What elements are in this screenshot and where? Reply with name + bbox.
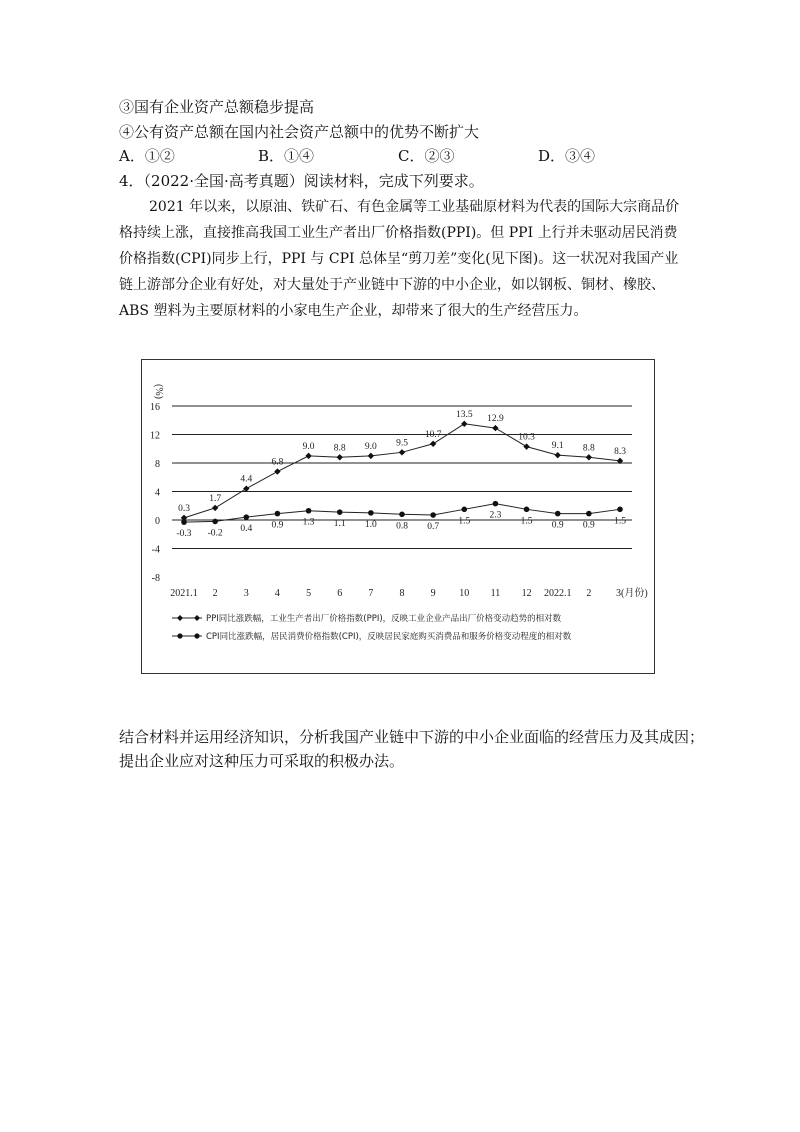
prev-item-4: ④公有资产总额在国内社会资产总额中的优势不断扩大 bbox=[119, 123, 480, 141]
ppi-point bbox=[430, 441, 436, 447]
option-b: B．①④ bbox=[258, 147, 315, 165]
ppi-point bbox=[368, 453, 374, 459]
cpi-data-label: 1.5 bbox=[458, 516, 471, 527]
cpi-point bbox=[275, 511, 281, 517]
prev-item-3: ③国有企业资产总额稳步提高 bbox=[119, 98, 315, 116]
material-line: 价格指数(CPI)同步上行，PPI 与 CPI 总体呈“剪刀差”变化(见下图)。这一状况对我国产业 bbox=[119, 251, 679, 267]
x-tick-label: 2021.1 bbox=[170, 588, 198, 599]
x-tick-label: 12 bbox=[521, 588, 532, 599]
x-tick-label: 6 bbox=[337, 588, 343, 599]
cpi-point bbox=[555, 511, 561, 517]
cpi-data-label: 0.9 bbox=[582, 520, 595, 531]
ppi-data-label: 6.8 bbox=[271, 457, 284, 468]
y-tick-label: 12 bbox=[150, 430, 160, 442]
cpi-data-label: 1.0 bbox=[364, 519, 377, 530]
cpi-point bbox=[461, 507, 467, 513]
question-4-heading: 4．（2022·全国·高考真题）阅读材料，完成下列要求。 bbox=[119, 172, 484, 190]
x-tick-label: 2 bbox=[586, 588, 592, 599]
cpi-data-label: 2.3 bbox=[489, 510, 502, 521]
ppi-cpi-chart bbox=[141, 359, 655, 674]
option-d: D．③④ bbox=[538, 147, 596, 165]
cpi-data-label: 0.7 bbox=[427, 522, 440, 533]
ppi-data-label: 1.7 bbox=[209, 493, 222, 504]
x-tick-label: 4 bbox=[274, 588, 280, 599]
cpi-data-label: 0.9 bbox=[551, 520, 564, 531]
ppi-point bbox=[274, 468, 280, 474]
cpi-data-label: 1.5 bbox=[520, 516, 533, 527]
x-tick-label: 5 bbox=[306, 588, 312, 599]
cpi-point bbox=[493, 501, 499, 507]
cpi-point bbox=[306, 508, 312, 514]
ppi-data-label: 9.1 bbox=[551, 441, 564, 452]
x-tick-label: 3(月份) bbox=[616, 588, 648, 599]
cpi-point bbox=[430, 512, 436, 518]
ppi-data-label: 13.5 bbox=[455, 409, 473, 420]
ppi-point bbox=[492, 425, 498, 431]
cpi-data-label: -0.2 bbox=[207, 528, 223, 539]
x-tick-label: 7 bbox=[368, 588, 374, 599]
cpi-data-label: 1.3 bbox=[302, 517, 315, 528]
x-tick-label: 11 bbox=[490, 588, 501, 599]
material-line: 链上游部分企业有好处，对大量处于产业链中下游的中小企业，如以钢板、铜材、橡胶、 bbox=[119, 277, 665, 293]
cpi-point bbox=[399, 512, 405, 518]
material-line: ABS 塑料为主要原材料的小家电生产企业，却带来了很大的生产经营压力。 bbox=[119, 303, 588, 319]
ppi-data-label: 4.4 bbox=[240, 474, 253, 485]
x-tick-label: 2022.1 bbox=[543, 588, 572, 599]
ppi-data-label: 9.0 bbox=[364, 441, 377, 452]
ppi-point bbox=[399, 449, 405, 455]
ppi-data-label: 9.5 bbox=[396, 438, 408, 449]
ppi-point bbox=[243, 485, 249, 491]
cpi-point bbox=[524, 507, 530, 513]
y-tick-label: 16 bbox=[150, 402, 160, 413]
cpi-data-label: 0.4 bbox=[240, 524, 253, 535]
task-line: 提出企业应对这种压力可采取的积极办法。 bbox=[119, 752, 405, 770]
ppi-point bbox=[212, 505, 218, 511]
y-tick-label: 8 bbox=[155, 459, 160, 470]
task-line: 结合材料并运用经济知识，分析我国产业链中下游的中小企业面临的经营压力及其成因； bbox=[119, 728, 705, 746]
cpi-point bbox=[617, 507, 623, 513]
cpi-point bbox=[368, 510, 374, 516]
x-tick-label: 2 bbox=[212, 588, 218, 599]
ppi-data-label: 8.8 bbox=[333, 443, 346, 454]
cpi-data-label: 1.1 bbox=[333, 519, 346, 530]
cpi-data-label: 1.5 bbox=[614, 516, 626, 527]
x-tick-label: 3 bbox=[243, 588, 249, 599]
ppi-data-label: 10.3 bbox=[518, 432, 535, 443]
y-tick-label: -4 bbox=[151, 544, 160, 556]
legend-cpi: CPI同比涨跌幅，居民消费价格指数(CPI)，反映居民家庭购买消费品和服务价格变动程度的相对数 bbox=[206, 632, 572, 642]
ppi-data-label: 9.0 bbox=[302, 441, 315, 452]
ppi-data-label: 8.3 bbox=[614, 446, 626, 457]
cpi-data-label: -0.3 bbox=[176, 529, 192, 540]
y-axis-label: (%) bbox=[153, 384, 164, 399]
ppi-data-label: 8.8 bbox=[582, 443, 595, 454]
legend-ppi: PPI同比涨跌幅，工业生产者出厂价格指数(PPI)，反映工业企业产品出厂价格变动趋势的相对数 bbox=[206, 614, 562, 624]
option-a: A．①② bbox=[119, 147, 175, 165]
material-line: 2021 年以来，以原油、铁矿石、有色金属等工业基础原材料为代表的国际大宗商品价 bbox=[149, 199, 680, 215]
ppi-point bbox=[523, 443, 529, 449]
ppi-point bbox=[586, 454, 592, 460]
chart-svg bbox=[142, 360, 653, 672]
ppi-point bbox=[337, 454, 343, 460]
cpi-point bbox=[212, 519, 218, 525]
ppi-data-label: 12.9 bbox=[487, 414, 504, 425]
ppi-point bbox=[461, 421, 467, 427]
cpi-point bbox=[586, 511, 592, 517]
cpi-point bbox=[181, 519, 187, 525]
y-tick-label: 4 bbox=[155, 487, 160, 499]
option-c: C．②③ bbox=[398, 147, 455, 165]
y-tick-label: -8 bbox=[151, 573, 160, 584]
cpi-point bbox=[243, 514, 249, 520]
cpi-data-label: 0.8 bbox=[396, 521, 408, 532]
ppi-data-label: 0.3 bbox=[178, 503, 190, 514]
cpi-data-label: 0.9 bbox=[271, 520, 284, 531]
x-tick-label: 9 bbox=[430, 588, 436, 599]
x-tick-label: 8 bbox=[399, 588, 405, 599]
x-tick-label: 10 bbox=[459, 588, 470, 599]
y-tick-label: 0 bbox=[155, 516, 160, 527]
ppi-point bbox=[555, 452, 561, 458]
cpi-point bbox=[337, 509, 343, 515]
ppi-data-label: 10.7 bbox=[424, 429, 442, 440]
material-line: 格持续上涨，直接推高我国工业生产者出厂价格指数(PPI)。但 PPI 上行并未驱动居民消费 bbox=[119, 225, 678, 241]
ppi-point bbox=[305, 453, 311, 459]
